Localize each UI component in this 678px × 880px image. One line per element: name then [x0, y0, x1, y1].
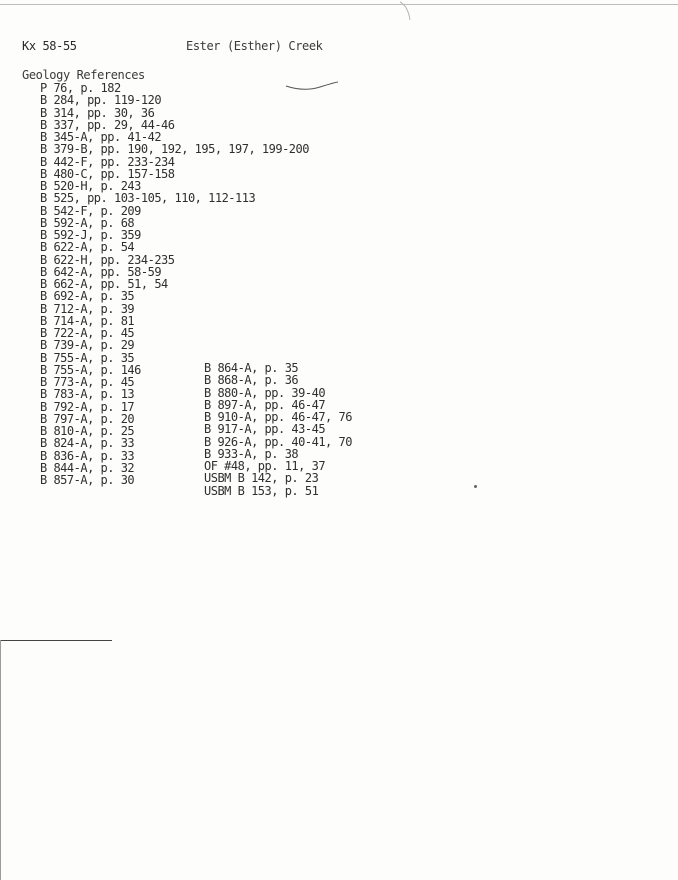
reference-item: USBM B 142, p. 23 — [204, 471, 319, 486]
reference-item: B 337, pp. 29, 44-46 — [40, 117, 175, 132]
reference-item: B 622-H, pp. 234-235 — [40, 252, 175, 267]
reference-item: B 692-A, p. 35 — [40, 289, 135, 304]
reference-item: B 910-A, pp. 46-47, 76 — [204, 410, 352, 424]
reference-item: B 314, pp. 30, 36 — [40, 105, 155, 120]
reference-item: B 480-C, pp. 157-158 — [40, 166, 175, 181]
reference-item: B 714-A, p. 81 — [40, 313, 135, 328]
reference-item: B 864-A, p. 35 — [204, 361, 299, 375]
reference-item: B 857-A, p. 30 — [40, 473, 135, 487]
reference-item: B 592-A, p. 68 — [40, 215, 135, 230]
reference-item: B 810-A, p. 25 — [40, 424, 135, 438]
reference-item: B 824-A, p. 33 — [40, 436, 135, 451]
reference-item: B 755-A, p. 146 — [40, 362, 141, 377]
reference-item: B 836-A, p. 33 — [40, 448, 135, 463]
page-left-edge — [0, 640, 1, 880]
reference-item: B 880-A, pp. 39-40 — [204, 385, 326, 400]
reference-item: B 792-A, p. 17 — [40, 399, 135, 414]
reference-item: B 622-A, p. 54 — [40, 240, 135, 255]
reference-item: B 592-J, p. 359 — [40, 228, 141, 242]
reference-item: B 755-A, p. 35 — [40, 350, 135, 365]
reference-item: B 897-A, pp. 46-47 — [204, 397, 326, 412]
reference-item: B 917-A, pp. 43-45 — [204, 422, 326, 437]
corner-fold-mark — [398, 0, 418, 22]
reference-item: B 797-A, p. 20 — [40, 411, 135, 426]
reference-item: B 933-A, p. 38 — [204, 446, 299, 461]
reference-item: B 345-A, pp. 41-42 — [40, 130, 162, 144]
reference-item: B 542-F, p. 209 — [40, 203, 141, 218]
reference-item: B 520-H, p. 243 — [40, 179, 141, 193]
section-title: Geology References — [22, 68, 145, 82]
reference-item: B 926-A, pp. 40-41, 70 — [204, 434, 352, 449]
page-top-edge — [0, 4, 678, 5]
reference-item: B 722-A, p. 45 — [40, 326, 135, 340]
record-id: Kx 58-55 — [22, 39, 77, 53]
reference-item: USBM B 153, p. 51 — [204, 483, 319, 498]
record-title: Ester (Esther) Creek — [186, 39, 323, 53]
reference-item: B 739-A, p. 29 — [40, 338, 135, 353]
ink-dot-mark — [474, 485, 477, 488]
references-column-2 — [204, 362, 352, 497]
reference-item: B 442-F, pp. 233-234 — [40, 154, 175, 169]
reference-item: B 379-B, pp. 190, 192, 195, 197, 199-200 — [40, 142, 309, 157]
reference-item: B 783-A, p. 13 — [40, 387, 135, 402]
reference-item: B 773-A, p. 45 — [40, 375, 135, 389]
reference-item: B 525, pp. 103-105, 110, 112-113 — [40, 191, 256, 206]
reference-item: B 868-A, p. 36 — [204, 373, 299, 388]
reference-item: B 642-A, pp. 58-59 — [40, 264, 162, 279]
page-fold-line — [0, 640, 112, 641]
reference-item: OF #48, pp. 11, 37 — [204, 459, 326, 473]
reference-item: B 284, pp. 119-120 — [40, 93, 162, 108]
reference-item: B 712-A, p. 39 — [40, 301, 135, 316]
reference-item: B 662-A, pp. 51, 54 — [40, 277, 168, 291]
reference-item: P 76, p. 182 — [40, 81, 121, 95]
reference-item: B 844-A, p. 32 — [40, 460, 135, 475]
